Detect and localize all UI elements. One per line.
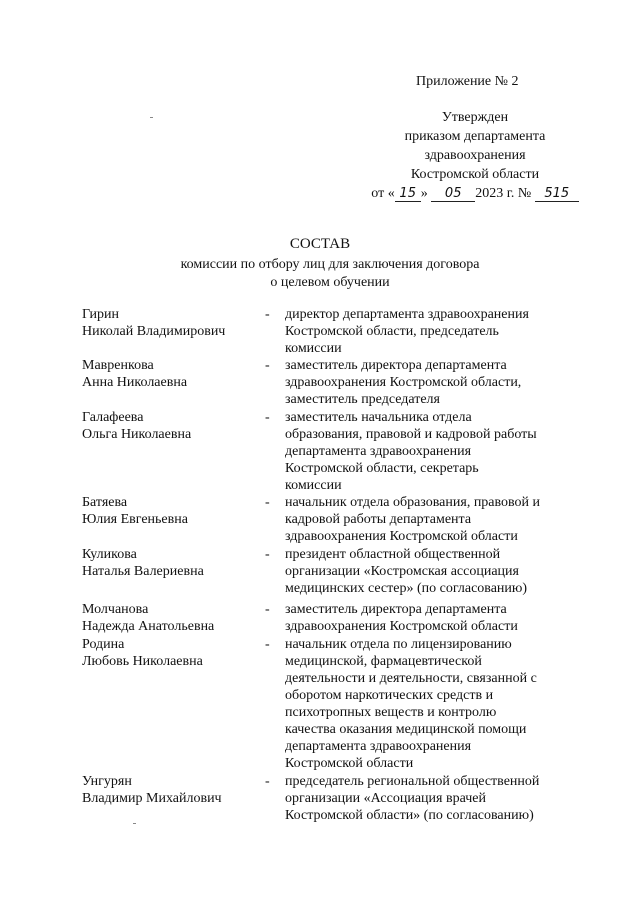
role-line: заместитель начальника отдела bbox=[285, 410, 472, 425]
member-surname: Мавренкова bbox=[82, 358, 154, 373]
scan-speck bbox=[133, 823, 136, 824]
role-line: председатель региональной общественной bbox=[285, 774, 540, 789]
scan-speck bbox=[150, 117, 153, 118]
member-surname: Галафеева bbox=[82, 410, 144, 425]
role-line: оборотом наркотических средств и bbox=[285, 688, 494, 703]
role-line: здравоохранения Костромской области bbox=[285, 619, 518, 634]
role-line: здравоохранения Костромской области bbox=[285, 529, 518, 544]
role-line: начальник отдела образования, правовой и bbox=[285, 495, 541, 510]
member-name bbox=[82, 409, 262, 443]
member-surname: Гирин bbox=[82, 307, 120, 322]
member-dash: - bbox=[265, 410, 270, 425]
role-line: Костромской области, председатель bbox=[285, 324, 499, 339]
member-name bbox=[82, 773, 262, 807]
member-surname: Молчанова bbox=[82, 602, 149, 617]
role-line: департамента здравоохранения bbox=[285, 444, 472, 459]
role-line: комиссии bbox=[285, 341, 342, 356]
member-role bbox=[285, 357, 571, 408]
subtitle-line-2: о целевом обучении bbox=[270, 275, 390, 290]
member-given-name: Надежда Анатольевна bbox=[82, 619, 215, 634]
appendix-label: Приложение № 2 bbox=[416, 74, 519, 89]
document-subtitle bbox=[150, 256, 510, 292]
member-dash: - bbox=[265, 307, 270, 322]
member-dash: - bbox=[265, 358, 270, 373]
role-line: президент областной общественной bbox=[285, 547, 501, 562]
role-line: организации «Костромская ассоциация bbox=[285, 564, 519, 579]
approval-block bbox=[360, 108, 590, 203]
member-role bbox=[285, 773, 571, 824]
date-year: 2023 г. № bbox=[475, 186, 532, 201]
member-given-name: Наталья Валериевна bbox=[82, 564, 204, 579]
order-number-handwritten: 515 bbox=[535, 187, 579, 202]
member-name bbox=[82, 636, 262, 670]
role-line: медицинской, фармацевтической bbox=[285, 654, 482, 669]
member-given-name: Николай Владимирович bbox=[82, 324, 226, 339]
document-title: СОСТАВ bbox=[289, 236, 351, 252]
member-name bbox=[82, 357, 262, 391]
role-line: Костромской области bbox=[285, 756, 414, 771]
member-surname: Батяева bbox=[82, 495, 128, 510]
role-line: качества оказания медицинской помощи bbox=[285, 722, 527, 737]
member-role bbox=[285, 636, 571, 772]
member-name bbox=[82, 546, 262, 580]
date-day-handwritten: 15 bbox=[395, 187, 421, 202]
member-surname: Родина bbox=[82, 637, 125, 652]
member-name bbox=[82, 601, 262, 635]
member-given-name: Любовь Николаевна bbox=[82, 654, 203, 669]
member-surname: Куликова bbox=[82, 547, 137, 562]
member-name bbox=[82, 494, 262, 528]
member-role bbox=[285, 546, 571, 597]
order-line-3: Костромской области bbox=[410, 167, 540, 182]
member-dash: - bbox=[265, 774, 270, 789]
member-given-name: Владимир Михайлович bbox=[82, 791, 222, 806]
role-line: департамента здравоохранения bbox=[285, 739, 472, 754]
role-line: директор департамента здравоохранения bbox=[285, 307, 529, 322]
member-given-name: Юлия Евгеньевна bbox=[82, 512, 188, 527]
subtitle-line-1: комиссии по отбору лиц для заключения договора bbox=[180, 257, 480, 272]
role-line: деятельности и деятельности, связанной с bbox=[285, 671, 537, 686]
role-line: Костромской области, секретарь bbox=[285, 461, 479, 476]
role-line: здравоохранения Костромской области, bbox=[285, 375, 522, 390]
member-surname: Унгурян bbox=[82, 774, 132, 789]
date-month-handwritten: 05 bbox=[431, 187, 475, 202]
role-line: образования, правовой и кадровой работы bbox=[285, 427, 537, 442]
member-role bbox=[285, 306, 571, 357]
role-line: комиссии bbox=[285, 478, 342, 493]
role-line: заместитель директора департамента bbox=[285, 358, 507, 373]
member-role bbox=[285, 601, 571, 635]
member-dash: - bbox=[265, 637, 270, 652]
member-role bbox=[285, 494, 571, 545]
member-role bbox=[285, 409, 571, 494]
role-line: психотропных веществ и контролю bbox=[285, 705, 497, 720]
order-date-line bbox=[360, 184, 590, 203]
member-given-name: Анна Николаевна bbox=[82, 375, 188, 390]
order-line-2: здравоохранения bbox=[424, 148, 526, 163]
role-line: Костромской области» (по согласованию) bbox=[285, 808, 534, 823]
member-name bbox=[82, 306, 262, 340]
date-mid: » bbox=[420, 186, 428, 201]
date-prefix: от « bbox=[371, 186, 395, 201]
role-line: начальник отдела по лицензированию bbox=[285, 637, 512, 652]
member-dash: - bbox=[265, 602, 270, 617]
member-dash: - bbox=[265, 495, 270, 510]
member-given-name: Ольга Николаевна bbox=[82, 427, 192, 442]
role-line: медицинских сестер» (по согласованию) bbox=[285, 581, 528, 596]
order-line-1: приказом департамента bbox=[404, 129, 546, 144]
role-line: организации «Ассоциация врачей bbox=[285, 791, 486, 806]
member-dash: - bbox=[265, 547, 270, 562]
role-line: кадровой работы департамента bbox=[285, 512, 472, 527]
role-line: заместитель директора департамента bbox=[285, 602, 507, 617]
role-line: заместитель председателя bbox=[285, 392, 440, 407]
approved-label: Утвержден bbox=[441, 110, 509, 125]
